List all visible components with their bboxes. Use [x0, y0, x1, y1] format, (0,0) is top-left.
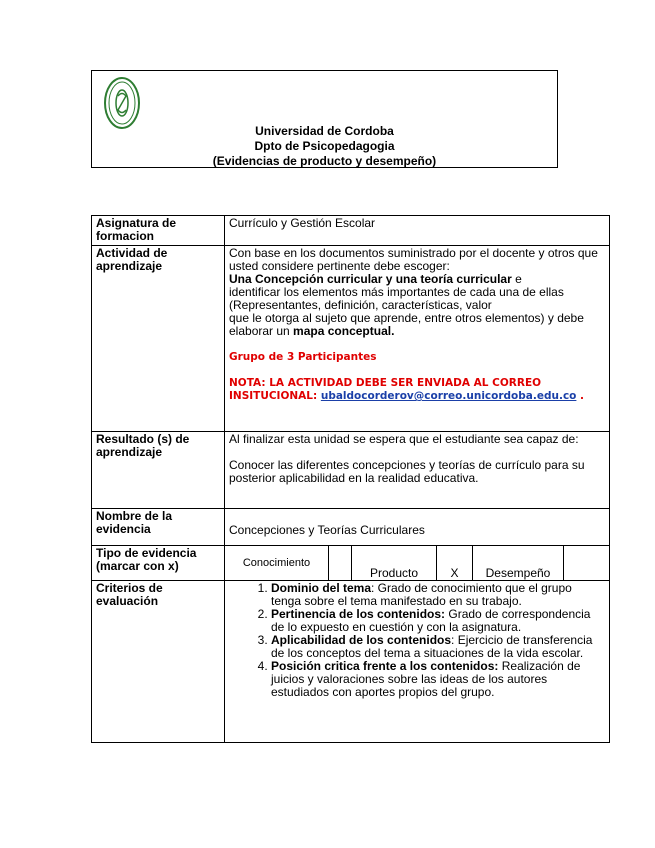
actividad-p4: [229, 312, 605, 338]
list-item: [271, 634, 605, 660]
header-box: [91, 70, 558, 168]
actividad-p2-rest: e: [511, 272, 522, 286]
evidence-type-grid: [225, 546, 609, 580]
asignatura-value: Currículo y Gestión Escolar: [225, 216, 610, 246]
nota-correo: [229, 377, 605, 403]
actividad-p3: identificar los elementos más importantes de cada una de ellas (Representantes, definición, características, valor: [229, 285, 564, 312]
criterio-title: Aplicabilidad de los contenidos: [271, 633, 452, 647]
row-criterios: [92, 581, 610, 743]
list-item: [271, 582, 605, 608]
conocimiento-checkbox[interactable]: [329, 546, 352, 580]
document-subtitle: (Evidencias de producto y desempeño): [212, 154, 437, 168]
asignatura-label: Asignatura de formacion: [92, 216, 225, 246]
actividad-value: [225, 246, 610, 432]
criterio-title: Dominio del tema: [271, 581, 372, 595]
criterios-value: [225, 581, 610, 743]
row-nombre: [92, 509, 610, 546]
nombre-value: Concepciones y Teorías Curriculares: [225, 509, 610, 546]
nota-text: NOTA: LA ACTIVIDAD DEBE SER ENVIADA AL CORREO INSITUCIONAL:: [229, 377, 542, 402]
nombre-label: Nombre de la evidencia: [92, 509, 225, 546]
criterios-list: [229, 582, 605, 699]
conocimiento-label: Conocimiento: [225, 546, 329, 580]
resultado-p2: Conocer las diferentes concepciones y teorías de currículo para su posterior aplicabilidad en la realidad educativa.: [229, 458, 585, 485]
email-link[interactable]: ubaldocorderov@correo.unicordoba.edu.co: [320, 390, 577, 402]
criterios-label: Criterios de evaluación: [92, 581, 225, 743]
header-title: [92, 124, 557, 169]
tipo-label: Tipo de evidencia (marcar con x): [92, 546, 225, 581]
department-name: Dpto de Psicopedagogia: [254, 139, 395, 153]
criterio-text: Realización de juicios y valoraciones sobre las ideas de los autores estudiados con aportes propios del grupo.: [271, 659, 581, 699]
producto-checkbox-mark[interactable]: X: [437, 546, 473, 580]
criterio-text: Grado de correspondencia de lo expuesto en cuestión y con la asignatura.: [271, 607, 591, 634]
university-seal-icon: [103, 76, 141, 130]
grupo-participantes: Grupo de 3 Participantes: [229, 351, 377, 363]
criterio-title: Posición critica frente a los contenidos:: [271, 659, 499, 673]
row-asignatura: [92, 216, 610, 246]
row-resultado: [92, 432, 610, 509]
criterio-title: Pertinencia de los contenidos:: [271, 607, 446, 621]
resultado-label: Resultado (s) de aprendizaje: [92, 432, 225, 509]
row-tipo: [92, 546, 610, 581]
evidence-table: [91, 215, 610, 743]
resultado-p1: Al finalizar esta unidad se espera que el estudiante sea capaz de:: [229, 432, 579, 446]
row-actividad: [92, 246, 610, 432]
producto-label: Producto: [352, 546, 437, 580]
university-name: Universidad de Cordoba: [255, 124, 394, 138]
desempeno-label: Desempeño: [473, 546, 564, 580]
actividad-label: Actividad de aprendizaje: [92, 246, 225, 432]
criterio-text: : Ejercicio de transferencia de los conceptos del tema a situaciones de la vida escolar.: [271, 633, 593, 660]
actividad-p4-pre: que le otorga al sujeto que aprende, entre otros elementos) y debe elaborar un: [229, 311, 584, 338]
tipo-value: [225, 546, 610, 581]
actividad-p4-bold: mapa conceptual.: [293, 324, 395, 338]
nota-end: .: [576, 390, 585, 402]
desempeno-checkbox[interactable]: [564, 546, 610, 580]
actividad-p2-bold: Una Concepción curricular y una teoría curricular: [229, 272, 512, 286]
list-item: [271, 660, 605, 699]
resultado-value: [225, 432, 610, 509]
actividad-p1: Con base en los documentos suministrado por el docente y otros que usted considere pertinente debe escoger:: [229, 246, 598, 273]
criterio-text: : Grado de conocimiento que el grupo tenga sobre el tema manifestado en su trabajo.: [271, 581, 572, 608]
list-item: [271, 608, 605, 634]
